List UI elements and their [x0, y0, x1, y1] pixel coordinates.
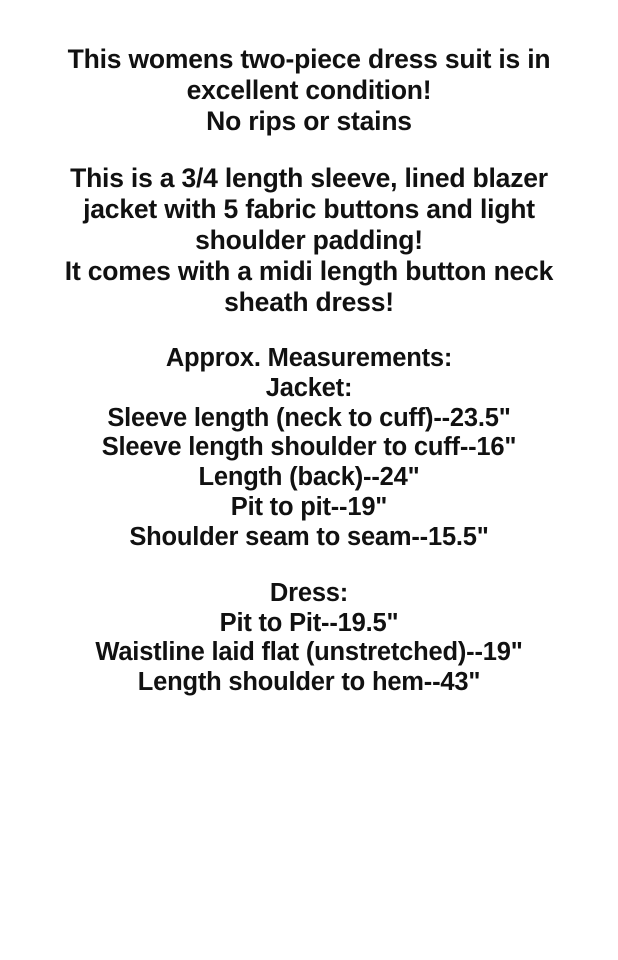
description-paragraph — [18, 163, 600, 318]
dress-measurements-paragraph — [18, 579, 600, 698]
intro-line-2: excellent condition! — [186, 75, 432, 105]
measurements-heading: Approx. Measurements: — [165, 344, 453, 372]
dress-measurement-waistline: Waistline laid flat (unstretched)--19" — [95, 638, 523, 667]
jacket-measurement-pit-to-pit: Pit to pit--19" — [230, 493, 388, 522]
spacer-after-jacket — [18, 553, 600, 579]
dress-measurement-length-shoulder-to-hem: Length shoulder to hem--43" — [137, 668, 481, 697]
description-line-3: shoulder padding! — [195, 225, 423, 255]
description-line-5: sheath dress! — [224, 287, 394, 317]
dress-measurement-pit-to-pit: Pit to Pit--19.5" — [219, 608, 399, 637]
jacket-measurements-paragraph — [18, 344, 600, 553]
jacket-measurement-shoulder-seam: Shoulder seam to seam--15.5" — [129, 522, 489, 551]
jacket-measurement-length-back: Length (back)--24" — [198, 463, 420, 492]
description-line-2: jacket with 5 fabric buttons and light — [83, 194, 535, 224]
jacket-measurement-sleeve-shoulder-to-cuff: Sleeve length shoulder to cuff--16" — [101, 433, 517, 462]
jacket-measurement-sleeve-neck-to-cuff: Sleeve length (neck to cuff)--23.5" — [107, 403, 511, 432]
jacket-heading: Jacket: — [265, 373, 353, 402]
dress-heading: Dress: — [269, 578, 349, 607]
intro-paragraph — [18, 44, 600, 137]
description-line-1: This is a 3/4 length sleeve, lined blazer — [70, 163, 548, 193]
intro-line-1: This womens two-piece dress suit is in — [67, 44, 551, 74]
intro-line-3: No rips or stains — [206, 106, 412, 136]
spacer-after-description — [18, 318, 600, 344]
spacer-after-intro — [18, 137, 600, 163]
description-line-4: It comes with a midi length button neck — [64, 256, 554, 286]
